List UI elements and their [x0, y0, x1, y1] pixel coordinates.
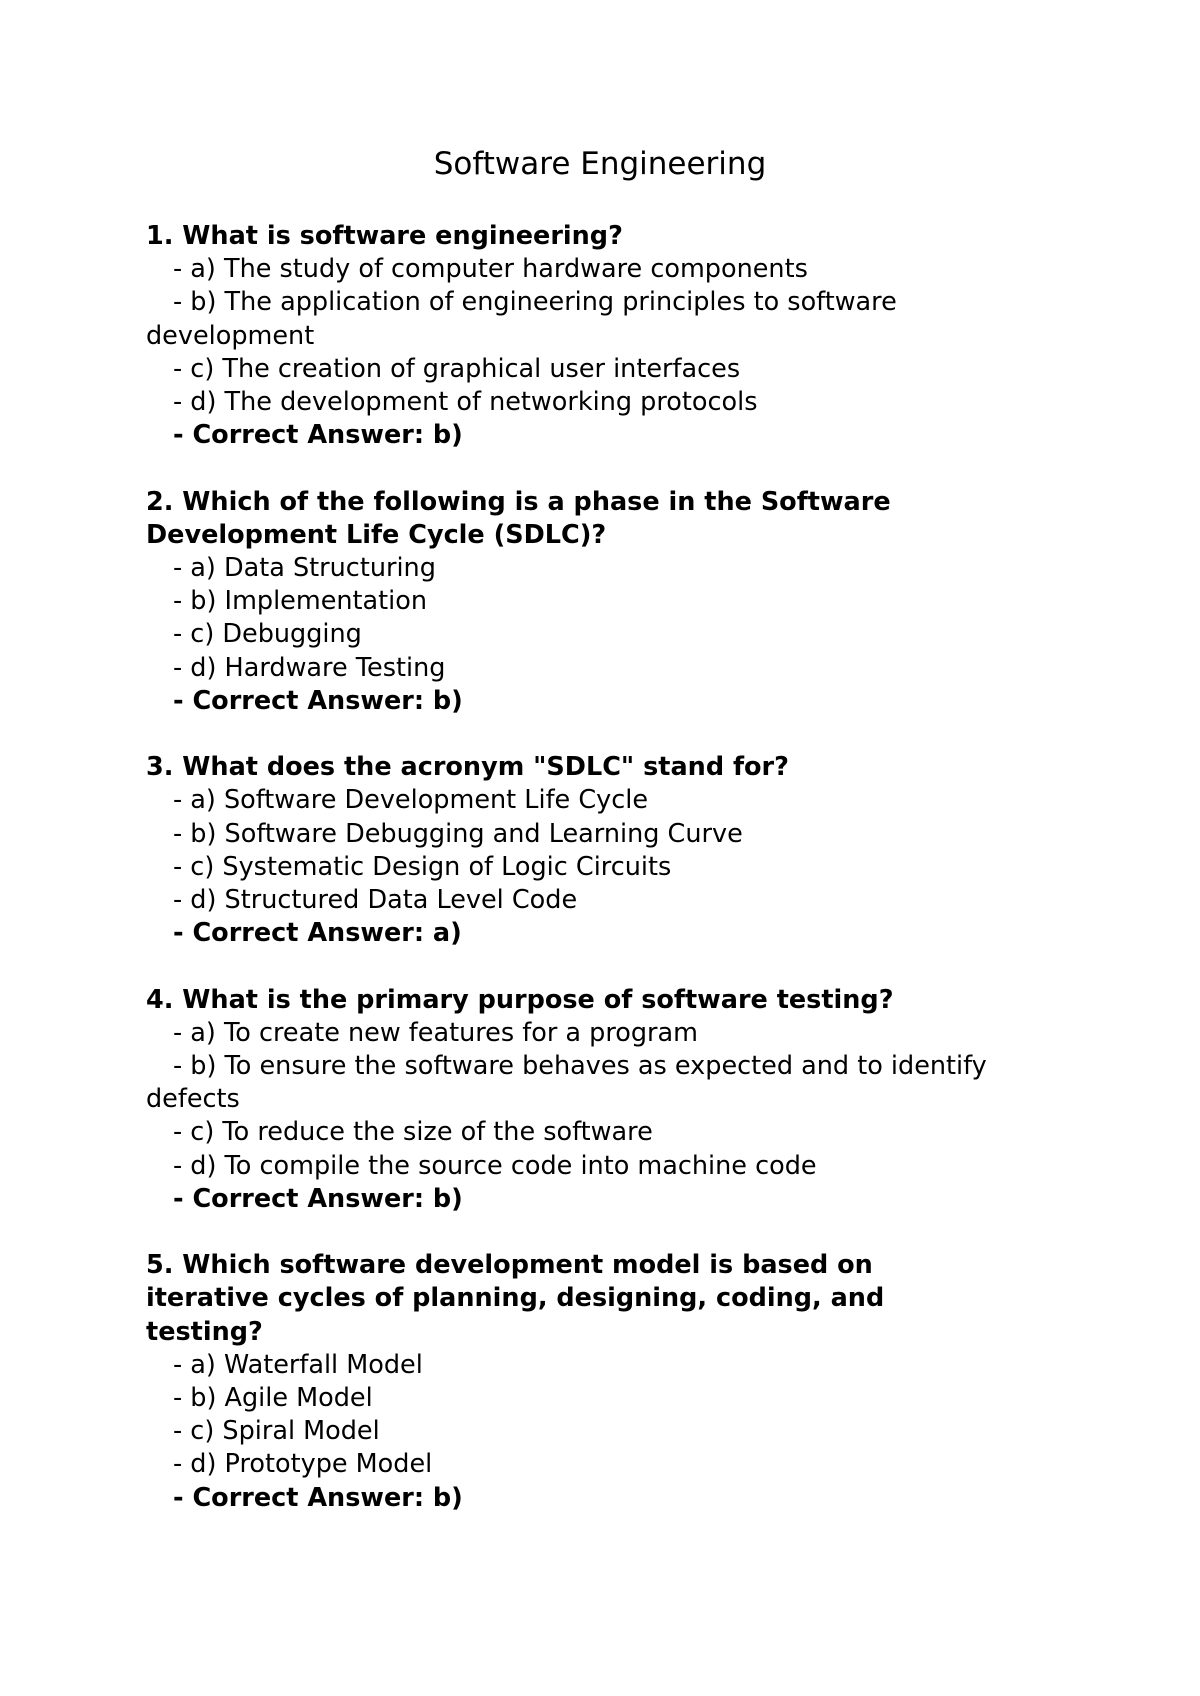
- option-d: - d) To compile the source code into machine code: [173, 1150, 817, 1181]
- correct-answer: - Correct Answer: b): [173, 1183, 463, 1214]
- question-4: [146, 984, 996, 1216]
- option-c: - c) Debugging: [173, 619, 362, 650]
- option-c: - c) Systematic Design of Logic Circuits: [173, 851, 672, 882]
- option-c: - c) To reduce the size of the software: [173, 1117, 653, 1148]
- option-b: - b) Implementation: [173, 586, 428, 617]
- option-b: - b) Agile Model: [173, 1383, 373, 1414]
- option-d: - d) Prototype Model: [173, 1449, 433, 1480]
- question-text: 5. Which software development model is based on iterative cycles of planning, designing, coding, and testing?: [146, 1250, 885, 1347]
- option-b: - b) To ensure the software behaves as expected and to identify defects: [146, 1051, 987, 1115]
- question-2: [146, 486, 996, 718]
- question-text: 4. What is the primary purpose of software testing?: [146, 984, 894, 1015]
- option-d: - d) Structured Data Level Code: [173, 885, 578, 916]
- correct-answer: - Correct Answer: b): [173, 1482, 463, 1513]
- correct-answer: - Correct Answer: a): [173, 918, 462, 949]
- option-d: - d) The development of networking protocols: [173, 387, 758, 418]
- option-a: - a) Waterfall Model: [173, 1349, 423, 1380]
- option-a: - a) The study of computer hardware components: [173, 254, 808, 285]
- correct-answer: - Correct Answer: b): [173, 420, 463, 451]
- question-1: [146, 220, 996, 452]
- option-d: - d) Hardware Testing: [173, 652, 446, 683]
- document-title: Software Engineering: [433, 146, 767, 182]
- option-a: - a) To create new features for a program: [173, 1017, 699, 1048]
- option-a: - a) Software Development Life Cycle: [173, 785, 649, 816]
- question-text: 1. What is software engineering?: [146, 221, 623, 251]
- option-c: - c) The creation of graphical user interfaces: [173, 353, 741, 384]
- question-3: [146, 751, 996, 950]
- option-b: - b) The application of engineering principles to software development: [146, 287, 897, 351]
- option-b: - b) Software Debugging and Learning Curve: [173, 818, 743, 849]
- question-text: 3. What does the acronym "SDLC" stand for?: [146, 752, 789, 783]
- question-list: [146, 220, 996, 1548]
- option-c: - c) Spiral Model: [173, 1416, 380, 1447]
- option-a: - a) Data Structuring: [173, 553, 436, 584]
- question-text: 2. Which of the following is a phase in the Software Development Life Cycle (SDLC)?: [146, 486, 891, 550]
- question-5: [146, 1249, 996, 1515]
- correct-answer: - Correct Answer: b): [173, 685, 463, 716]
